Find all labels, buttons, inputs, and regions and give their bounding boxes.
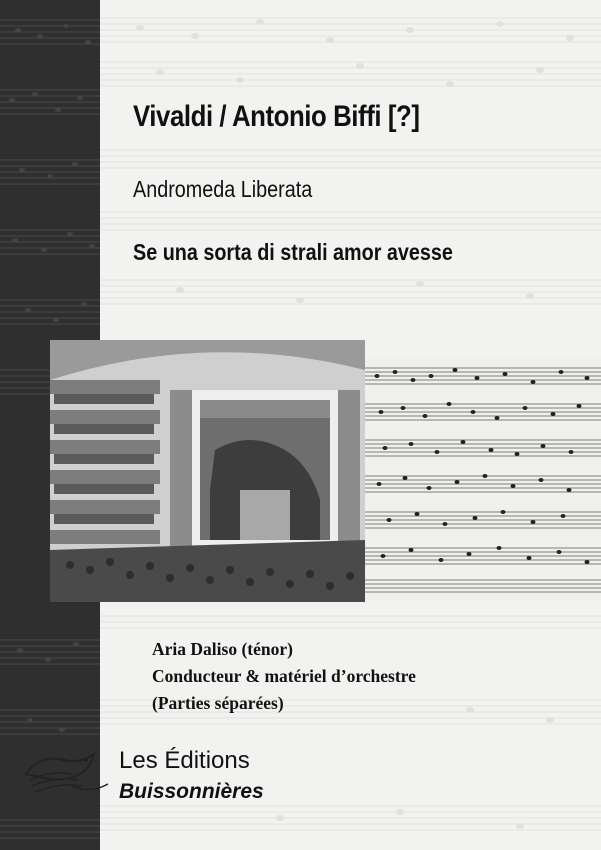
aria-title: Se una sorta di strali amor avesse [133,239,453,265]
composer-heading: Vivaldi / Antonio Biffi [?] [133,100,420,133]
edition-details [152,636,416,717]
voice-part-line: Aria Daliso (ténor) [152,639,293,659]
opera-house-engraving [50,340,365,602]
publisher-bird-logo [20,740,114,802]
material-line: Conducteur & matériel d’orchestre [152,666,416,686]
publisher-name-line1: Les Éditions [119,747,250,774]
parts-line: (Parties séparées) [152,693,284,713]
manuscript-score-fragment [365,358,601,600]
publisher-name-line2: Buissonnières [119,780,264,803]
opera-title: Andromeda Liberata [133,176,313,202]
